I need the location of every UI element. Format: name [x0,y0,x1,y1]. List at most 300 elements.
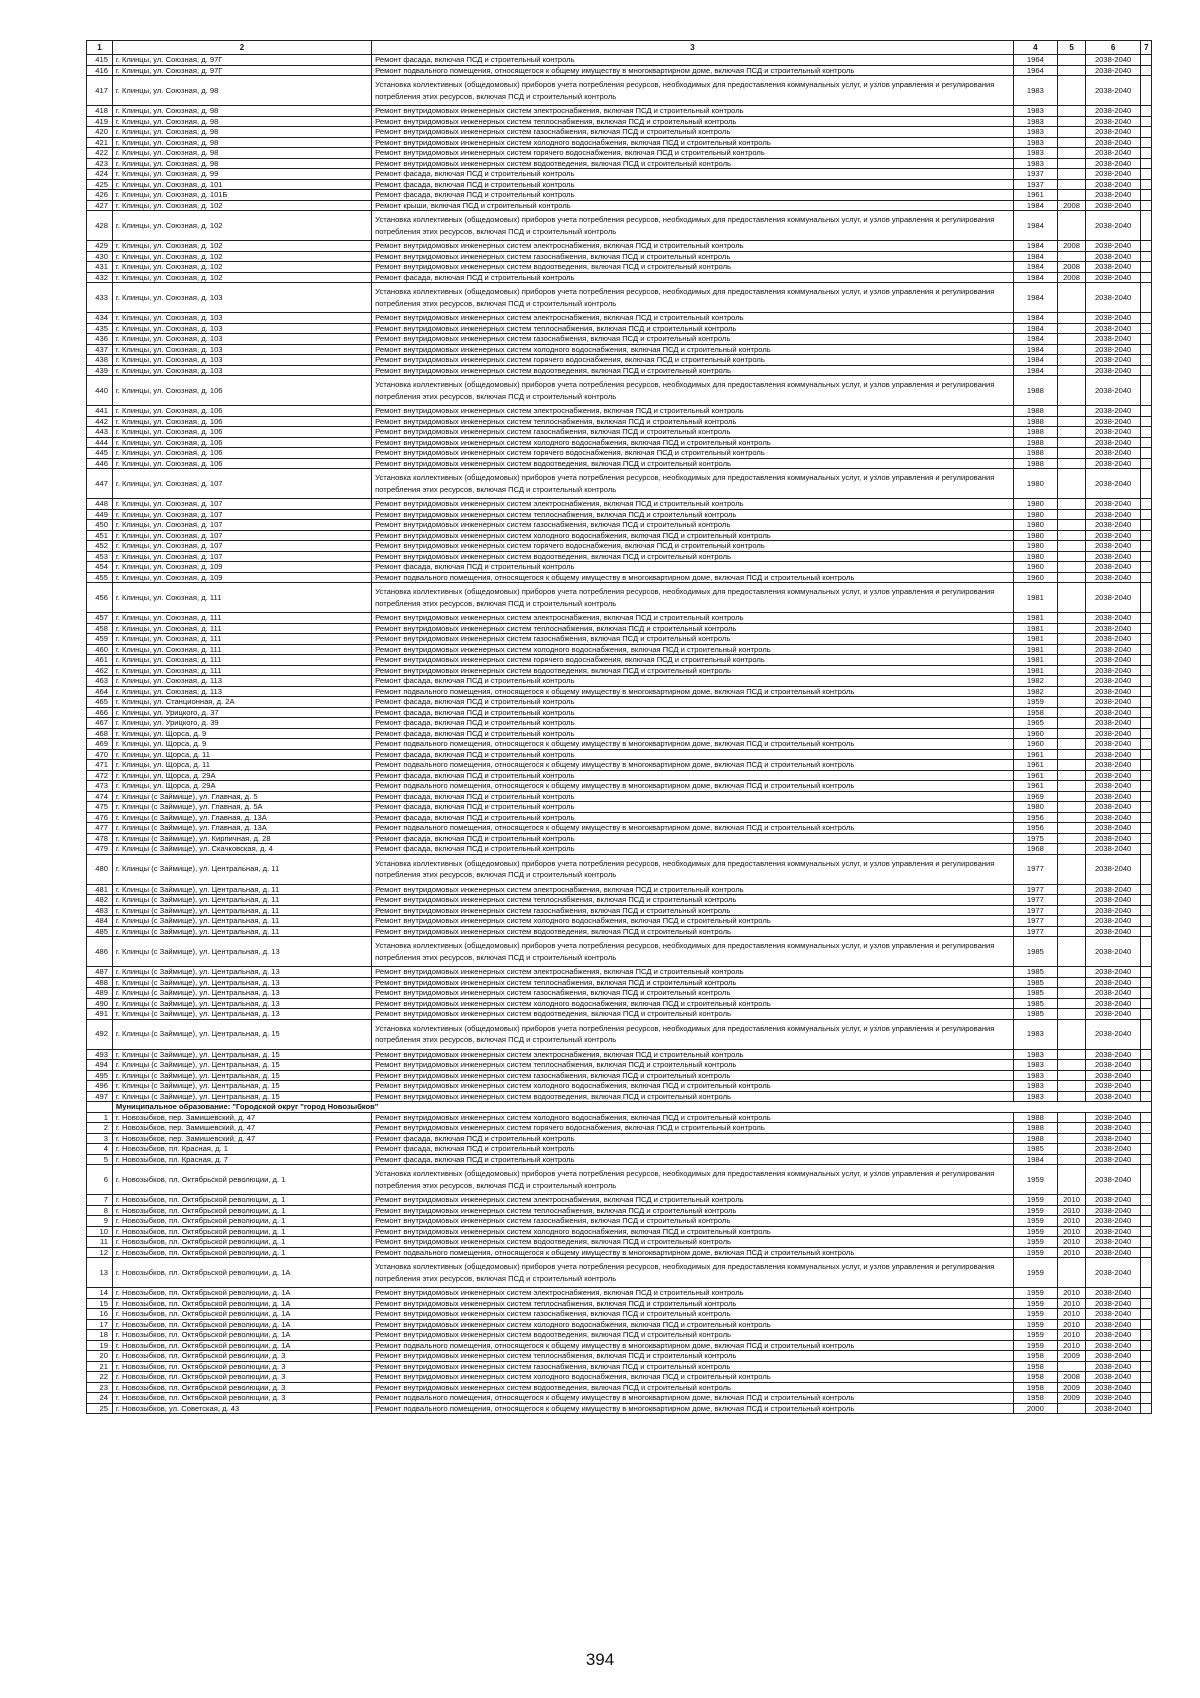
table-row [87,676,1152,687]
last-repair-year-cell [1058,437,1086,448]
empty-cell [1141,718,1152,729]
table-row [87,634,1152,645]
row-number-cell: 460 [87,644,113,655]
address-cell: г. Новозыбков, пер. Замишевский, д. 47 [112,1112,371,1123]
section-number-cell [87,1102,113,1113]
row-number-cell: 464 [87,686,113,697]
planned-period-cell: 2038-2040 [1086,1205,1141,1216]
address-cell: г. Клинцы (с Займище), ул. Скачковская, д. 4 [112,844,371,855]
commission-year-cell: 1981 [1013,634,1057,645]
address-cell: г. Новозыбков, пл. Октябрьской революции, д. 3 [112,1382,371,1393]
table-row [87,1216,1152,1227]
row-number-cell: 432 [87,272,113,283]
table-row [87,55,1152,66]
planned-period-cell: 2038-2040 [1086,833,1141,844]
work-type-cell: Ремонт внутридомовых инженерных систем электроснабжения, включая ПСД и строительный контроль [372,1049,1014,1060]
empty-cell [1141,1216,1152,1227]
row-number-cell: 494 [87,1060,113,1071]
work-type-cell: Ремонт внутридомовых инженерных систем водоотведения, включая ПСД и строительный контроль [372,458,1014,469]
last-repair-year-cell [1058,1112,1086,1123]
planned-period-cell: 2038-2040 [1086,1361,1141,1372]
work-type-cell: Ремонт внутридомовых инженерных систем газоснабжения, включая ПСД и строительный контроль [372,988,1014,999]
table-row [87,530,1152,541]
table-row [87,1361,1152,1372]
planned-period-cell: 2038-2040 [1086,613,1141,624]
empty-cell [1141,1133,1152,1144]
commission-year-cell: 1958 [1013,1393,1057,1404]
address-cell: г. Клинцы, ул. Союзная, д. 103 [112,313,371,324]
work-type-cell: Ремонт фасада, включая ПСД и строительный контроль [372,770,1014,781]
work-type-cell: Ремонт подвального помещения, относящегося к общему имуществу в многоквартирном доме, включая ПСД и строительный контроль [372,760,1014,771]
empty-cell [1141,770,1152,781]
last-repair-year-cell [1058,148,1086,159]
planned-period-cell: 2038-2040 [1086,65,1141,76]
last-repair-year-cell [1058,469,1086,499]
planned-period-cell: 2038-2040 [1086,106,1141,117]
row-number-cell: 420 [87,127,113,138]
address-cell: г. Новозыбков, пл. Октябрьской революции, д. 3 [112,1372,371,1383]
address-cell: г. Клинцы, ул. Союзная, д. 98 [112,137,371,148]
commission-year-cell: 1981 [1013,583,1057,613]
empty-cell [1141,1237,1152,1248]
empty-cell [1141,262,1152,273]
table-row [87,1009,1152,1020]
header-cell: 1 [87,41,113,55]
address-cell: г. Клинцы, ул. Союзная, д. 102 [112,211,371,241]
table-row [87,551,1152,562]
empty-cell [1141,541,1152,552]
planned-period-cell: 2038-2040 [1086,1091,1141,1102]
row-number-cell: 8 [87,1205,113,1216]
table-row [87,697,1152,708]
last-repair-year-cell [1058,676,1086,687]
last-repair-year-cell [1058,655,1086,666]
empty-cell [1141,106,1152,117]
planned-period-cell: 2038-2040 [1086,448,1141,459]
commission-year-cell: 1988 [1013,1123,1057,1134]
commission-year-cell: 1958 [1013,1351,1057,1362]
row-number-cell: 482 [87,895,113,906]
table-row [87,1288,1152,1299]
table-row [87,812,1152,823]
work-type-cell: Ремонт подвального помещения, относящегося к общему имуществу в многоквартирном доме, включая ПСД и строительный контроль [372,1247,1014,1258]
row-number-cell: 438 [87,355,113,366]
work-type-cell: Ремонт подвального помещения, относящегося к общему имуществу в многоквартирном доме, включая ПСД и строительный контроль [372,739,1014,750]
work-type-cell: Ремонт внутридомовых инженерных систем теплоснабжения, включая ПСД и строительный контроль [372,1298,1014,1309]
commission-year-cell: 1988 [1013,406,1057,417]
work-type-cell: Установка коллективных (общедомовых) приборов учета потребления ресурсов, необходимых для предоставления коммунальных услуг, и узлов управления и регулирования потребления этих ресурсов, включая ПСД и строительный контроль [372,469,1014,499]
address-cell: г. Клинцы, ул. Щорса, д. 11 [112,760,371,771]
work-type-cell: Установка коллективных (общедомовых) приборов учета потребления ресурсов, необходимых для предоставления коммунальных услуг, и узлов управления и регулирования потребления этих ресурсов, включая ПСД и строительный контроль [372,1258,1014,1288]
last-repair-year-cell: 2010 [1058,1309,1086,1320]
work-type-cell: Ремонт фасада, включая ПСД и строительный контроль [372,728,1014,739]
planned-period-cell: 2038-2040 [1086,251,1141,262]
table-row [87,1393,1152,1404]
work-type-cell: Ремонт внутридомовых инженерных систем водоотведения, включая ПСД и строительный контроль [372,1382,1014,1393]
last-repair-year-cell [1058,1009,1086,1020]
row-number-cell: 488 [87,977,113,988]
table-row [87,728,1152,739]
commission-year-cell: 1959 [1013,1258,1057,1288]
last-repair-year-cell [1058,541,1086,552]
address-cell: г. Клинцы (с Займище), ул. Центральная, д. 13 [112,998,371,1009]
table-row [87,416,1152,427]
empty-cell [1141,355,1152,366]
last-repair-year-cell [1058,718,1086,729]
address-cell: г. Клинцы, ул. Союзная, д. 106 [112,448,371,459]
last-repair-year-cell: 2008 [1058,241,1086,252]
address-cell: г. Клинцы (с Займище), ул. Центральная, д. 15 [112,1019,371,1049]
address-cell: г. Клинцы (с Займище), ул. Центральная, д. 15 [112,1060,371,1071]
work-type-cell: Ремонт внутридомовых инженерных систем холодного водоснабжения, включая ПСД и строительный контроль [372,530,1014,541]
commission-year-cell: 1988 [1013,1112,1057,1123]
planned-period-cell: 2038-2040 [1086,562,1141,573]
empty-cell [1141,437,1152,448]
planned-period-cell: 2038-2040 [1086,583,1141,613]
row-number-cell: 429 [87,241,113,252]
address-cell: г. Клинцы, ул. Союзная, д. 111 [112,634,371,645]
planned-period-cell: 2038-2040 [1086,179,1141,190]
empty-cell [1141,1361,1152,1372]
commission-year-cell: 1959 [1013,1216,1057,1227]
empty-cell [1141,1112,1152,1123]
empty-cell [1141,251,1152,262]
empty-cell [1141,697,1152,708]
planned-period-cell: 2038-2040 [1086,718,1141,729]
last-repair-year-cell [1058,613,1086,624]
last-repair-year-cell [1058,520,1086,531]
commission-year-cell: 1980 [1013,509,1057,520]
empty-cell [1141,583,1152,613]
empty-cell [1141,334,1152,345]
last-repair-year-cell [1058,1154,1086,1165]
last-repair-year-cell [1058,127,1086,138]
table-row [87,355,1152,366]
commission-year-cell: 1985 [1013,967,1057,978]
planned-period-cell: 2038-2040 [1086,988,1141,999]
commission-year-cell: 1960 [1013,739,1057,750]
address-cell: г. Новозыбков, пл. Октябрьской революции, д. 1 [112,1226,371,1237]
commission-year-cell: 1981 [1013,613,1057,624]
work-type-cell: Ремонт фасада, включая ПСД и строительный контроль [372,179,1014,190]
commission-year-cell: 1959 [1013,1226,1057,1237]
address-cell: г. Новозыбков, пл. Октябрьской революции, д. 1 [112,1165,371,1195]
planned-period-cell: 2038-2040 [1086,812,1141,823]
empty-cell [1141,916,1152,927]
planned-period-cell: 2038-2040 [1086,427,1141,438]
row-number-cell: 441 [87,406,113,417]
planned-period-cell: 2038-2040 [1086,365,1141,376]
last-repair-year-cell [1058,739,1086,750]
empty-cell [1141,937,1152,967]
last-repair-year-cell [1058,416,1086,427]
table-row [87,655,1152,666]
planned-period-cell: 2038-2040 [1086,406,1141,417]
address-cell: г. Новозыбков, пл. Октябрьской революции, д. 1 [112,1237,371,1248]
work-type-cell: Ремонт внутридомовых инженерных систем электроснабжения, включая ПСД и строительный контроль [372,1195,1014,1206]
last-repair-year-cell [1058,770,1086,781]
row-number-cell: 451 [87,530,113,541]
row-number-cell: 431 [87,262,113,273]
empty-cell [1141,458,1152,469]
address-cell: г. Клинцы, ул. Союзная, д. 111 [112,613,371,624]
table-row [87,158,1152,169]
empty-cell [1141,967,1152,978]
commission-year-cell: 1980 [1013,802,1057,813]
table-row [87,1133,1152,1144]
address-cell: г. Клинцы (с Займище), ул. Центральная, д. 15 [112,1070,371,1081]
empty-cell [1141,1123,1152,1134]
table-row [87,1019,1152,1049]
commission-year-cell: 1961 [1013,760,1057,771]
address-cell: г. Клинцы, ул. Союзная, д. 98 [112,148,371,159]
table-row [87,499,1152,510]
work-type-cell: Ремонт фасада, включая ПСД и строительный контроль [372,562,1014,573]
last-repair-year-cell [1058,344,1086,355]
table-row [87,200,1152,211]
table-body [87,41,1152,1414]
work-type-cell: Ремонт подвального помещения, относящегося к общему имуществу в многоквартирном доме, включая ПСД и строительный контроль [372,1393,1014,1404]
table-row [87,283,1152,313]
table-row [87,781,1152,792]
table-row [87,1049,1152,1060]
commission-year-cell: 1959 [1013,1165,1057,1195]
commission-year-cell: 1937 [1013,169,1057,180]
commission-year-cell: 1937 [1013,179,1057,190]
empty-cell [1141,1319,1152,1330]
row-number-cell: 467 [87,718,113,729]
planned-period-cell: 2038-2040 [1086,926,1141,937]
work-type-cell: Ремонт внутридомовых инженерных систем теплоснабжения, включая ПСД и строительный контроль [372,1205,1014,1216]
table-row [87,707,1152,718]
empty-cell [1141,1009,1152,1020]
page-number: 394 [585,1650,615,1669]
planned-period-cell: 2038-2040 [1086,634,1141,645]
address-cell: г. Клинцы, ул. Союзная, д. 111 [112,655,371,666]
empty-cell [1141,833,1152,844]
planned-period-cell: 2038-2040 [1086,1247,1141,1258]
commission-year-cell: 1959 [1013,1330,1057,1341]
commission-year-cell: 1982 [1013,686,1057,697]
table-row [87,427,1152,438]
address-cell: г. Клинцы, ул. Союзная, д. 107 [112,499,371,510]
last-repair-year-cell [1058,313,1086,324]
empty-cell [1141,562,1152,573]
table-row [87,323,1152,334]
commission-year-cell: 1981 [1013,665,1057,676]
row-number-cell: 3 [87,1133,113,1144]
commission-year-cell: 1959 [1013,1340,1057,1351]
header-cell: 3 [372,41,1014,55]
work-type-cell: Ремонт внутридомовых инженерных систем газоснабжения, включая ПСД и строительный контроль [372,634,1014,645]
last-repair-year-cell [1058,623,1086,634]
work-type-cell: Ремонт внутридомовых инженерных систем водоотведения, включая ПСД и строительный контроль [372,365,1014,376]
row-number-cell: 10 [87,1226,113,1237]
table-row [87,1226,1152,1237]
last-repair-year-cell [1058,76,1086,106]
address-cell: г. Новозыбков, пл. Октябрьской революции, д. 3 [112,1361,371,1372]
planned-period-cell: 2038-2040 [1086,313,1141,324]
planned-period-cell: 2038-2040 [1086,739,1141,750]
planned-period-cell: 2038-2040 [1086,1009,1141,1020]
address-cell: г. Новозыбков, пл. Красная, д. 7 [112,1154,371,1165]
address-cell: г. Клинцы, ул. Союзная, д. 102 [112,251,371,262]
work-type-cell: Ремонт фасада, включая ПСД и строительный контроль [372,697,1014,708]
commission-year-cell: 1985 [1013,998,1057,1009]
last-repair-year-cell [1058,1361,1086,1372]
address-cell: г. Клинцы (с Займище), ул. Центральная, д. 11 [112,884,371,895]
table-row [87,509,1152,520]
empty-cell [1141,376,1152,406]
row-number-cell: 463 [87,676,113,687]
planned-period-cell: 2038-2040 [1086,509,1141,520]
row-number-cell: 476 [87,812,113,823]
row-number-cell: 15 [87,1298,113,1309]
table-row [87,977,1152,988]
commission-year-cell: 1984 [1013,365,1057,376]
table-row [87,65,1152,76]
row-number-cell: 12 [87,1247,113,1258]
table-row [87,1060,1152,1071]
empty-cell [1141,749,1152,760]
address-cell: г. Клинцы (с Займище), ул. Главная, д. 5А [112,802,371,813]
address-cell: г. Новозыбков, пер. Замишевский, д. 47 [112,1133,371,1144]
row-number-cell: 20 [87,1351,113,1362]
table-row [87,1309,1152,1320]
empty-cell [1141,884,1152,895]
address-cell: г. Клинцы, ул. Союзная, д. 107 [112,541,371,552]
row-number-cell: 443 [87,427,113,438]
planned-period-cell: 2038-2040 [1086,728,1141,739]
planned-period-cell: 2038-2040 [1086,1195,1141,1206]
commission-year-cell: 1983 [1013,1091,1057,1102]
table-row [87,1351,1152,1362]
last-repair-year-cell [1058,499,1086,510]
address-cell: г. Клинцы, ул. Союзная, д. 106 [112,406,371,417]
work-type-cell: Ремонт внутридомовых инженерных систем холодного водоснабжения, включая ПСД и строительный контроль [372,998,1014,1009]
last-repair-year-cell [1058,283,1086,313]
table-row [87,1081,1152,1092]
last-repair-year-cell [1058,1144,1086,1155]
address-cell: г. Клинцы, ул. Щорса, д. 29А [112,781,371,792]
commission-year-cell: 1959 [1013,1195,1057,1206]
empty-cell [1141,791,1152,802]
planned-period-cell: 2038-2040 [1086,844,1141,855]
address-cell: г. Клинцы (с Займище), ул. Центральная, д. 15 [112,1091,371,1102]
planned-period-cell: 2038-2040 [1086,916,1141,927]
last-repair-year-cell: 2010 [1058,1226,1086,1237]
last-repair-year-cell [1058,1081,1086,1092]
planned-period-cell: 2038-2040 [1086,127,1141,138]
empty-cell [1141,739,1152,750]
commission-year-cell: 2000 [1013,1403,1057,1414]
address-cell: г. Клинцы (с Займище), ул. Центральная, д. 11 [112,905,371,916]
planned-period-cell: 2038-2040 [1086,520,1141,531]
commission-year-cell: 1977 [1013,926,1057,937]
work-type-cell: Ремонт внутридомовых инженерных систем электроснабжения, включая ПСД и строительный контроль [372,884,1014,895]
table-row [87,967,1152,978]
row-number-cell: 469 [87,739,113,750]
address-cell: г. Новозыбков, пл. Октябрьской революции, д. 1А [112,1309,371,1320]
empty-cell [1141,137,1152,148]
commission-year-cell: 1961 [1013,190,1057,201]
header-cell: 6 [1086,41,1141,55]
commission-year-cell: 1988 [1013,416,1057,427]
work-type-cell: Ремонт фасада, включая ПСД и строительный контроль [372,55,1014,66]
row-number-cell: 445 [87,448,113,459]
address-cell: г. Клинцы, ул. Урицкого, д. 37 [112,707,371,718]
address-cell: г. Клинцы (с Займище), ул. Центральная, д. 13 [112,977,371,988]
address-cell: г. Клинцы, ул. Союзная, д. 111 [112,583,371,613]
address-cell: г. Клинцы (с Займище), ул. Главная, д. 5 [112,791,371,802]
address-cell: г. Клинцы, ул. Союзная, д. 109 [112,572,371,583]
row-number-cell: 2 [87,1123,113,1134]
work-type-cell: Ремонт внутридомовых инженерных систем холодного водоснабжения, включая ПСД и строительный контроль [372,1112,1014,1123]
work-type-cell: Ремонт внутридомовых инженерных систем газоснабжения, включая ПСД и строительный контроль [372,127,1014,138]
table-row [87,458,1152,469]
work-type-cell: Ремонт фасада, включая ПСД и строительный контроль [372,707,1014,718]
last-repair-year-cell [1058,562,1086,573]
table-row [87,251,1152,262]
commission-year-cell: 1977 [1013,895,1057,906]
row-number-cell: 491 [87,1009,113,1020]
commission-year-cell: 1964 [1013,65,1057,76]
work-type-cell: Ремонт внутридомовых инженерных систем горячего водоснабжения, включая ПСД и строительный контроль [372,1123,1014,1134]
work-type-cell: Ремонт внутридомовых инженерных систем теплоснабжения, включая ПСД и строительный контроль [372,323,1014,334]
commission-year-cell: 1965 [1013,718,1057,729]
address-cell: г. Клинцы, ул. Союзная, д. 98 [112,158,371,169]
table-row [87,895,1152,906]
work-type-cell: Ремонт внутридомовых инженерных систем газоснабжения, включая ПСД и строительный контроль [372,520,1014,531]
last-repair-year-cell [1058,106,1086,117]
last-repair-year-cell [1058,833,1086,844]
work-type-cell: Установка коллективных (общедомовых) приборов учета потребления ресурсов, необходимых для предоставления коммунальных услуг, и узлов управления и регулирования потребления этих ресурсов, включая ПСД и строительный контроль [372,937,1014,967]
last-repair-year-cell [1058,1165,1086,1195]
row-number-cell: 415 [87,55,113,66]
table-row [87,791,1152,802]
table-row [87,76,1152,106]
last-repair-year-cell: 2010 [1058,1205,1086,1216]
last-repair-year-cell [1058,1060,1086,1071]
last-repair-year-cell: 2008 [1058,262,1086,273]
empty-cell [1141,530,1152,541]
empty-cell [1141,65,1152,76]
commission-year-cell: 1980 [1013,520,1057,531]
row-number-cell: 489 [87,988,113,999]
empty-cell [1141,823,1152,834]
commission-year-cell: 1988 [1013,376,1057,406]
table-row [87,241,1152,252]
work-type-cell: Ремонт внутридомовых инженерных систем теплоснабжения, включая ПСД и строительный контроль [372,977,1014,988]
planned-period-cell: 2038-2040 [1086,1258,1141,1288]
commission-year-cell: 1984 [1013,272,1057,283]
row-number-cell: 458 [87,623,113,634]
address-cell: г. Клинцы, ул. Союзная, д. 98 [112,76,371,106]
commission-year-cell: 1960 [1013,572,1057,583]
address-cell: г. Новозыбков, пл. Октябрьской революции, д. 1А [112,1340,371,1351]
row-number-cell: 471 [87,760,113,771]
last-repair-year-cell [1058,937,1086,967]
work-type-cell: Ремонт внутридомовых инженерных систем холодного водоснабжения, включая ПСД и строительный контроль [372,1081,1014,1092]
commission-year-cell: 1985 [1013,1009,1057,1020]
table-row [87,854,1152,884]
commission-year-cell: 1985 [1013,988,1057,999]
commission-year-cell: 1958 [1013,1372,1057,1383]
last-repair-year-cell [1058,802,1086,813]
commission-year-cell: 1984 [1013,313,1057,324]
last-repair-year-cell: 2010 [1058,1195,1086,1206]
empty-cell [1141,1081,1152,1092]
